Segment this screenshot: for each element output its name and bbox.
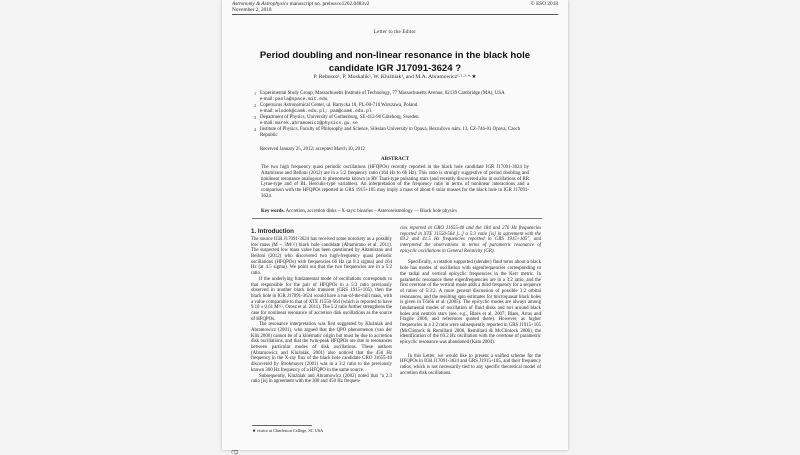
affiliation-number: 1 bbox=[254, 91, 256, 96]
email-label: e-mail: bbox=[260, 120, 274, 126]
paragraph bbox=[400, 226, 541, 254]
abstract-heading: ABSTRACT bbox=[380, 156, 410, 162]
keywords-text: Accretion, accretion disks – X-rays: binaries – Asteroseismology — Black hole physics bbox=[285, 209, 457, 214]
paragraph: Specifically, a rotation supported (slender) fluid torus about a black hole has modes of oscillation with eigenfrequencies corresponding to the radial and vertical epicyclic frequencies in the Kerr metric. In parametric resonance these eigenfrequencies are in a 3:2 ratio, and the first overtone of the vertical mode adds a third frequency for a sequence of ratios of 5:3:2. A more general discussion of possible 3:2 orbital resonances, and the resulting spin estimates for microquasar black holes is given in Török et al. (2005). The epicyclic modes are always among fundamental modes of oscillation of fluid disks and tori around black holes and neutron stars (see, e.g., Blaes et al. 2007; Blaes, Arras and Fragile 2006, and references quoted there). However, as higher frequencies in a 3:2 ratio were subsequently reported in GRS J1915+105 (McClintock & Remillard 2006, Remillard & McClintock 2006), the identification of the 69.2 Hz oscillation with the overtone of parametric epicyclic resonance was abandoned (Kato 2004). bbox=[400, 260, 542, 346]
author-list: P. Rebusco¹, P. Moskalik², W. Kluźniak², and M.A. Abramowicz¹·²·³·⁴·★ bbox=[313, 74, 477, 80]
received-dates: Received January 25, 2012; accepted March 10, 2012 bbox=[260, 147, 365, 152]
affiliation-text: Republic bbox=[260, 132, 278, 138]
affiliation-2 bbox=[254, 103, 556, 114]
paragraph: In this Letter, we would like to present a unified scheme for the HFQPOs in IGR J17091-3624 and GRS J1915+105, and their frequency ratios, which is not necessarily tied to any specific theoretical model of accretion disk oscillations. bbox=[400, 353, 541, 376]
footnote: ★ visitor at Charleston College, SC USA bbox=[252, 428, 324, 433]
header-rule bbox=[232, 14, 558, 15]
header-date: November 2, 2018 bbox=[232, 7, 272, 13]
affiliation-text: Experimental Study Group, Massachusetts Institute of Technology, 77 Massachusetts Avenue, 02139 Cambridge (MA), USA bbox=[260, 91, 505, 96]
paragraph: If the underlying fundamental mode of oscillations corresponds to that responsible for the pair of HFQPOs in a 5:3 ratio previously observed in another black hole transient (GRS 1915+105), then the black hole in IGR J17091-3624 would have a run-of-the-mill mass, with a value comparable to that of XTE J1550-564 (which is reported to have 9.10 ± 0.61 M☉, Orosz et al. 2011). The 5:2 ratio further strengthens the case for nonlinear resonance of accretion disk oscillations as the source of HFQPOs. bbox=[251, 276, 392, 322]
keywords-label: Key words. bbox=[261, 209, 285, 214]
copyright: © ESO 2018 bbox=[530, 1, 558, 7]
footnote-rule bbox=[252, 425, 312, 426]
affiliation-text: Department of Physics, University of Gothenburg, SE-412-96 Göteborg, Sweden bbox=[260, 115, 419, 120]
affiliation-1 bbox=[254, 91, 556, 102]
affiliation-text: Institute of Physics, Faculty of Philosophy and Science, Silesian University in Opava, Bezručovo nám. 13, CZ-746-01 Opava, Czech bbox=[260, 127, 521, 132]
paragraph: The source IGR J17091-3624 has received some notoriety as a possibly low mass (M ~ 3M☉) black hole candidate (Altamirano et al. 2011). The suspected low mass value has been questioned by Altamirano and Belloni (2012) who discovered two high-frequency quasi periodic oscillations (HFQPOs) with frequencies 66 Hz (at 8.3 sigma) and 164 Hz (at 4.5 sigma). We point out that the two frequencies are in a 5:2 ratio. bbox=[251, 237, 392, 277]
manuscript-number: manuscript no. prebusco1202.0483v2 bbox=[289, 1, 370, 7]
paragraph-text: cies reported in GRO J1655-40 and the 184 and 276 Hz frequencies reported in XTE J1550-564 [...] a 5:3 ratio [is] in agreement with the 69.2 and 41.5 Hz frequencies reported in GRS 1915+105", and interpreted the observations in terms of parametric resonance of epicyclic oscillations in General Relativity (GR). bbox=[400, 226, 541, 254]
paragraph: Subsequently, Kluźniak and Abramowicz (2002) noted that "a 2:3 ratio [is] in agreement with the 300 and 450 Hz frequen- bbox=[251, 373, 392, 385]
abstract-rule bbox=[252, 218, 542, 219]
paper-page bbox=[222, 0, 568, 450]
affiliation-number: 3 bbox=[254, 115, 256, 120]
affiliation-3 bbox=[254, 115, 556, 126]
email-address[interactable]: marek.abramowicz@physics.gu.se bbox=[275, 120, 358, 126]
right-column bbox=[400, 226, 541, 377]
journal-name: Astronomy & Astrophysics bbox=[232, 1, 289, 7]
section-title: 1. Introduction bbox=[251, 228, 294, 235]
affiliation-text: Copernicus Astronomical Center, ul. Bartycka 18, PL-00-716 Warszawa, Poland bbox=[260, 103, 418, 108]
email-address[interactable]: wlodek@camk.edu.pl; pam@camk.edu.pl bbox=[275, 108, 372, 114]
paper-title bbox=[236, 49, 554, 75]
affiliation-number: 2 bbox=[254, 103, 256, 108]
email-label: e-mail: bbox=[260, 96, 274, 102]
paragraph: The resonance interpretation was first suggested by Kluźniak and Abramowicz (2001), who argued that the QPO phenomenon (van der Klis 2000) cannot be of a kinematic origin but must be due to accretion disk oscillations, and that the twin-peak HFQPOs are due to resonances between particular modes of disk oscillations. These authors (Abramowicz and Kluźniak, 2001) also noticed that the 450 Hz frequency in the X-ray flux of the black hole candidate GRO J1655-40 discovered by Strohmayer (2001) was in a 3:2 ratio to the previously known 300 Hz frequency of a HFQPO in the same source. bbox=[251, 322, 392, 373]
email-label: e-mail: bbox=[260, 108, 274, 114]
title-line-1: Period doubling and non-linear resonance in the black hole bbox=[259, 50, 531, 61]
affiliation-4 bbox=[254, 127, 556, 138]
affiliation-number: 4 bbox=[254, 127, 256, 132]
left-column bbox=[251, 237, 392, 385]
email-address[interactable]: paola@space.mit.edu bbox=[275, 96, 328, 102]
title-line-2: candidate IGR J17091-3624 ? bbox=[328, 63, 462, 74]
abstract-text: The two high frequency quasi periodic oscillations (HFQPOs) recently reported in the black hole candidate IGR J17091-3624 by Altamirano and Belloni (2012) are in a 5:2 frequency ratio (164 Hz to 66 Hz). This ratio is strongly suggestive of period doubling and nonlinear resonance analogous to phenomena known in RV Tauri-type pulsating stars (and recently discovered also in oscillations of RR Lyrae-type and of BL Herculis-type variables). An interpretation of the frequency ratio in terms of nonlinear interactions and a comparison with the HFQPOs reported in GRS 1915+105 may imply a mass of about 6 solar masses for the black hole in IGR J17091-3624. bbox=[261, 165, 529, 199]
letter-label: Letter to the Editor bbox=[373, 30, 417, 35]
keywords bbox=[261, 209, 529, 214]
